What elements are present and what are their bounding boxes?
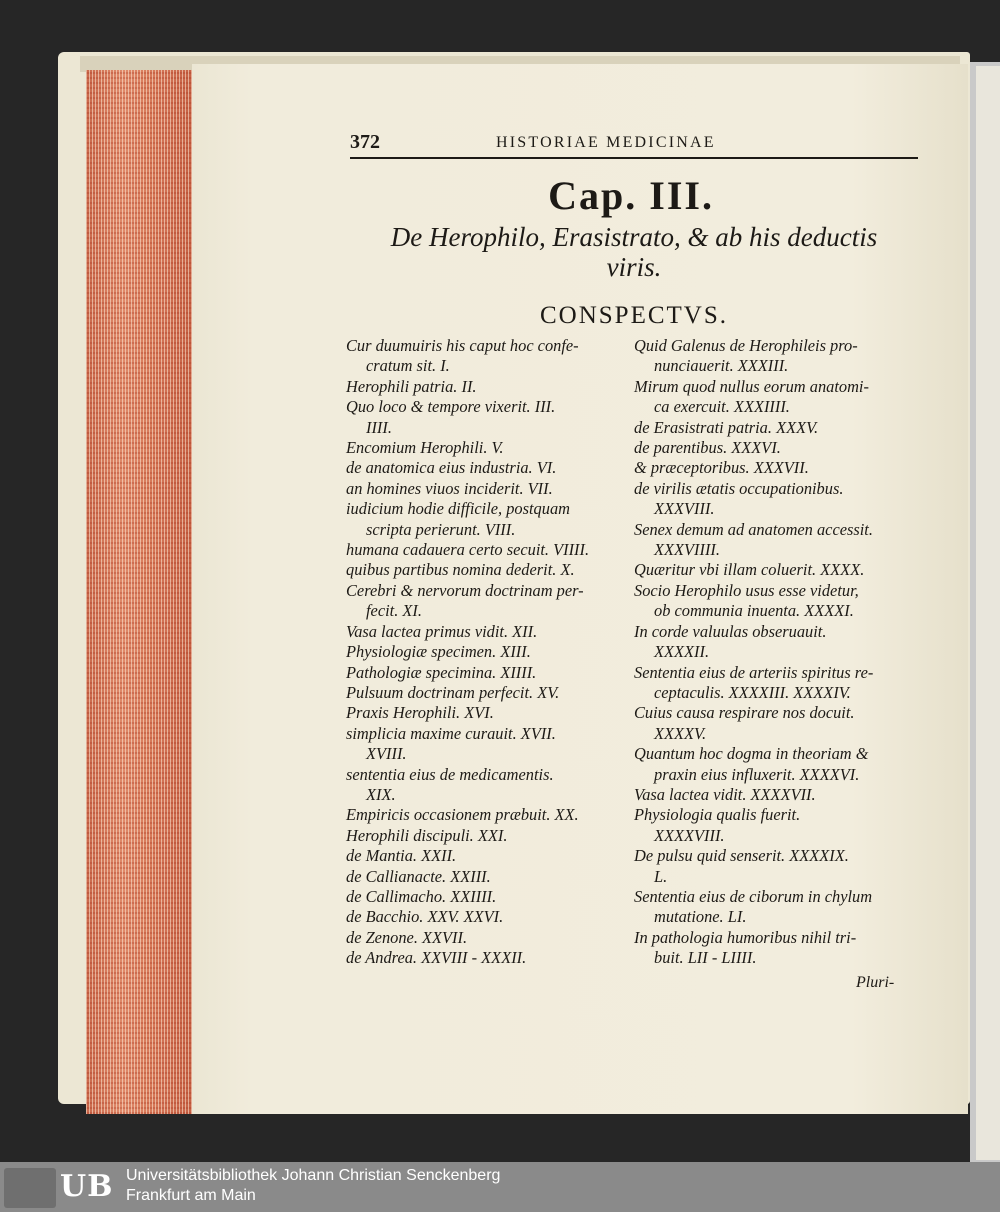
conspectus-entry: scripta perierunt. VIII. (366, 519, 516, 539)
conspectus-entry: XVIII. (366, 744, 407, 764)
conspectus-entry: Cuius causa respirare nos docuit. (634, 703, 855, 723)
conspectus-left-column (346, 336, 631, 969)
conspectus-entry: Praxis Herophili. XVI. (346, 703, 494, 723)
conspectus-entry: Sententia eius de arteriis spiritus re- (634, 662, 874, 682)
conspectus-entry: Cur duumuiris his caput hoc confe- (346, 336, 579, 355)
conspectus-entry: Sententia eius de ciborum in chylum (634, 886, 873, 906)
logo-text: UB (60, 1169, 114, 1204)
conspectus-entry: Cerebri & nervorum doctrinam per- (346, 580, 584, 600)
conspectus-entry: Quo loco & tempore vixerit. III. (346, 397, 556, 417)
conspectus-entry: buit. LII - LIIII. (654, 948, 757, 968)
conspectus-entry: cratum sit. I. (366, 356, 450, 376)
portrait-icon (4, 1168, 56, 1208)
conspectus-entry: ca exercuit. XXXIIII. (654, 397, 790, 417)
conspectus-entry: an homines viuos inciderit. VII. (346, 478, 553, 498)
conspectus-entry: In pathologia humoribus nihil tri- (634, 927, 857, 947)
conspectus-entry: XIX. (366, 784, 396, 804)
conspectus-entry: Senex demum ad anatomen accessit. (634, 519, 873, 539)
chapter-title: Cap. III. (548, 173, 714, 218)
conspectus-entry: Quid Galenus de Herophileis pro- (634, 336, 858, 355)
footer-library-name: Universitätsbibliothek Johann Christian Senckenberg (126, 1167, 501, 1184)
conspectus-entry: iudicium hodie difficile, postquam (346, 499, 570, 519)
next-page-paper (976, 66, 1000, 1160)
conspectus-entry: XXXXV. (654, 723, 707, 743)
conspectus-entry: de anatomica eius industria. VI. (346, 458, 557, 478)
conspectus-entry: de Bacchio. XXV. XXVI. (346, 907, 504, 927)
conspectus-entry: nunciauerit. XXXIII. (654, 356, 789, 376)
conspectus-right-column (634, 336, 919, 969)
conspectus-entry: praxin eius influxerit. XXXXVI. (654, 764, 860, 784)
conspectus-entry: de virilis ætatis occupationibus. (634, 478, 844, 498)
conspectus-entry: Quæritur vbi illam coluerit. XXXX. (634, 560, 865, 580)
conspectus-entry: Pathologiæ specimina. XIIII. (346, 662, 537, 682)
conspectus-entry: Pulsuum doctrinam perfecit. XV. (346, 682, 560, 702)
conspectus-entry: Vasa lactea primus vidit. XII. (346, 621, 538, 641)
chapter-subtitle-line: De Herophilo, Erasistrato, & ab his deductis (390, 222, 878, 252)
conspectus-entry: Physiologiæ specimen. XIII. (346, 642, 531, 662)
running-title: HISTORIAE MEDICINAE (496, 134, 716, 151)
conspectus-entry: ceptaculis. XXXXIII. XXXXIV. (654, 682, 851, 702)
conspectus-entry: Vasa lactea vidit. XXXXVII. (634, 784, 816, 804)
conspectus-entry: XXXVIIII. (654, 540, 720, 560)
conspectus-entry: In corde valuulas obseruauit. (634, 621, 827, 641)
library-logo[interactable] (0, 1162, 118, 1212)
conspectus-entry: quibus partibus nomina dederit. X. (346, 560, 575, 580)
conspectus-entry: & præceptoribus. XXXVII. (634, 458, 809, 478)
conspectus-entry: mutatione. LI. (654, 907, 747, 927)
conspectus-entry: XXXXII. (654, 642, 710, 662)
page-number: 372 (350, 131, 380, 153)
conspectus-entry: fecit. XI. (366, 601, 422, 621)
conspectus-entry: De pulsu quid senserit. XXXXIX. (634, 846, 849, 866)
conspectus-entry: Herophili patria. II. (346, 376, 477, 396)
section-heading: CONSPECTVS. (539, 302, 728, 329)
conspectus-entry: de Mantia. XXII. (346, 846, 457, 866)
catchword: Pluri- (856, 974, 895, 991)
conspectus-entry: XXXXVIII. (654, 825, 725, 845)
conspectus-entry: de Zenone. XXVII. (346, 927, 468, 947)
chapter-subtitle-line: viris. (606, 252, 662, 282)
conspectus-entry: Socio Herophilo usus esse videtur, (634, 580, 859, 600)
running-head (350, 131, 918, 161)
conspectus-entry: humana cadauera certo secuit. VIIII. (346, 540, 590, 560)
conspectus-entry: Encomium Herophili. V. (346, 438, 504, 458)
conspectus-entry: L. (654, 866, 668, 886)
conspectus-entry: Herophili discipuli. XXI. (346, 825, 508, 845)
conspectus-entry: de parentibus. XXXVI. (634, 438, 781, 458)
conspectus-entry: de Callimacho. XXIIII. (346, 886, 497, 906)
conspectus-entry: XXXVIII. (654, 499, 715, 519)
head-rule (350, 157, 918, 159)
conspectus-entry: ob communia inuenta. XXXXI. (654, 601, 854, 621)
conspectus-entry: Empiricis occasionem præbuit. XX. (346, 805, 579, 825)
conspectus-entry: simplicia maxime curauit. XVII. (346, 723, 556, 743)
conspectus-entry: IIII. (366, 417, 392, 437)
sprinkled-page-edges (86, 70, 194, 1114)
footer-library-city: Frankfurt am Main (126, 1187, 256, 1204)
conspectus-entry: de Erasistrati patria. XXXV. (634, 417, 819, 437)
conspectus-entry: sententia eius de medicamentis. (346, 764, 554, 784)
conspectus-entry: de Callianacte. XXIII. (346, 866, 491, 886)
conspectus-entry: Quantum hoc dogma in theoriam & (634, 744, 869, 764)
conspectus-entry: de Andrea. XXVIII - XXXII. (346, 948, 527, 968)
chapter-subtitle (350, 222, 918, 282)
conspectus-entry: Mirum quod nullus eorum anatomi- (634, 376, 869, 396)
conspectus-entry: Physiologia qualis fuerit. (634, 805, 801, 825)
